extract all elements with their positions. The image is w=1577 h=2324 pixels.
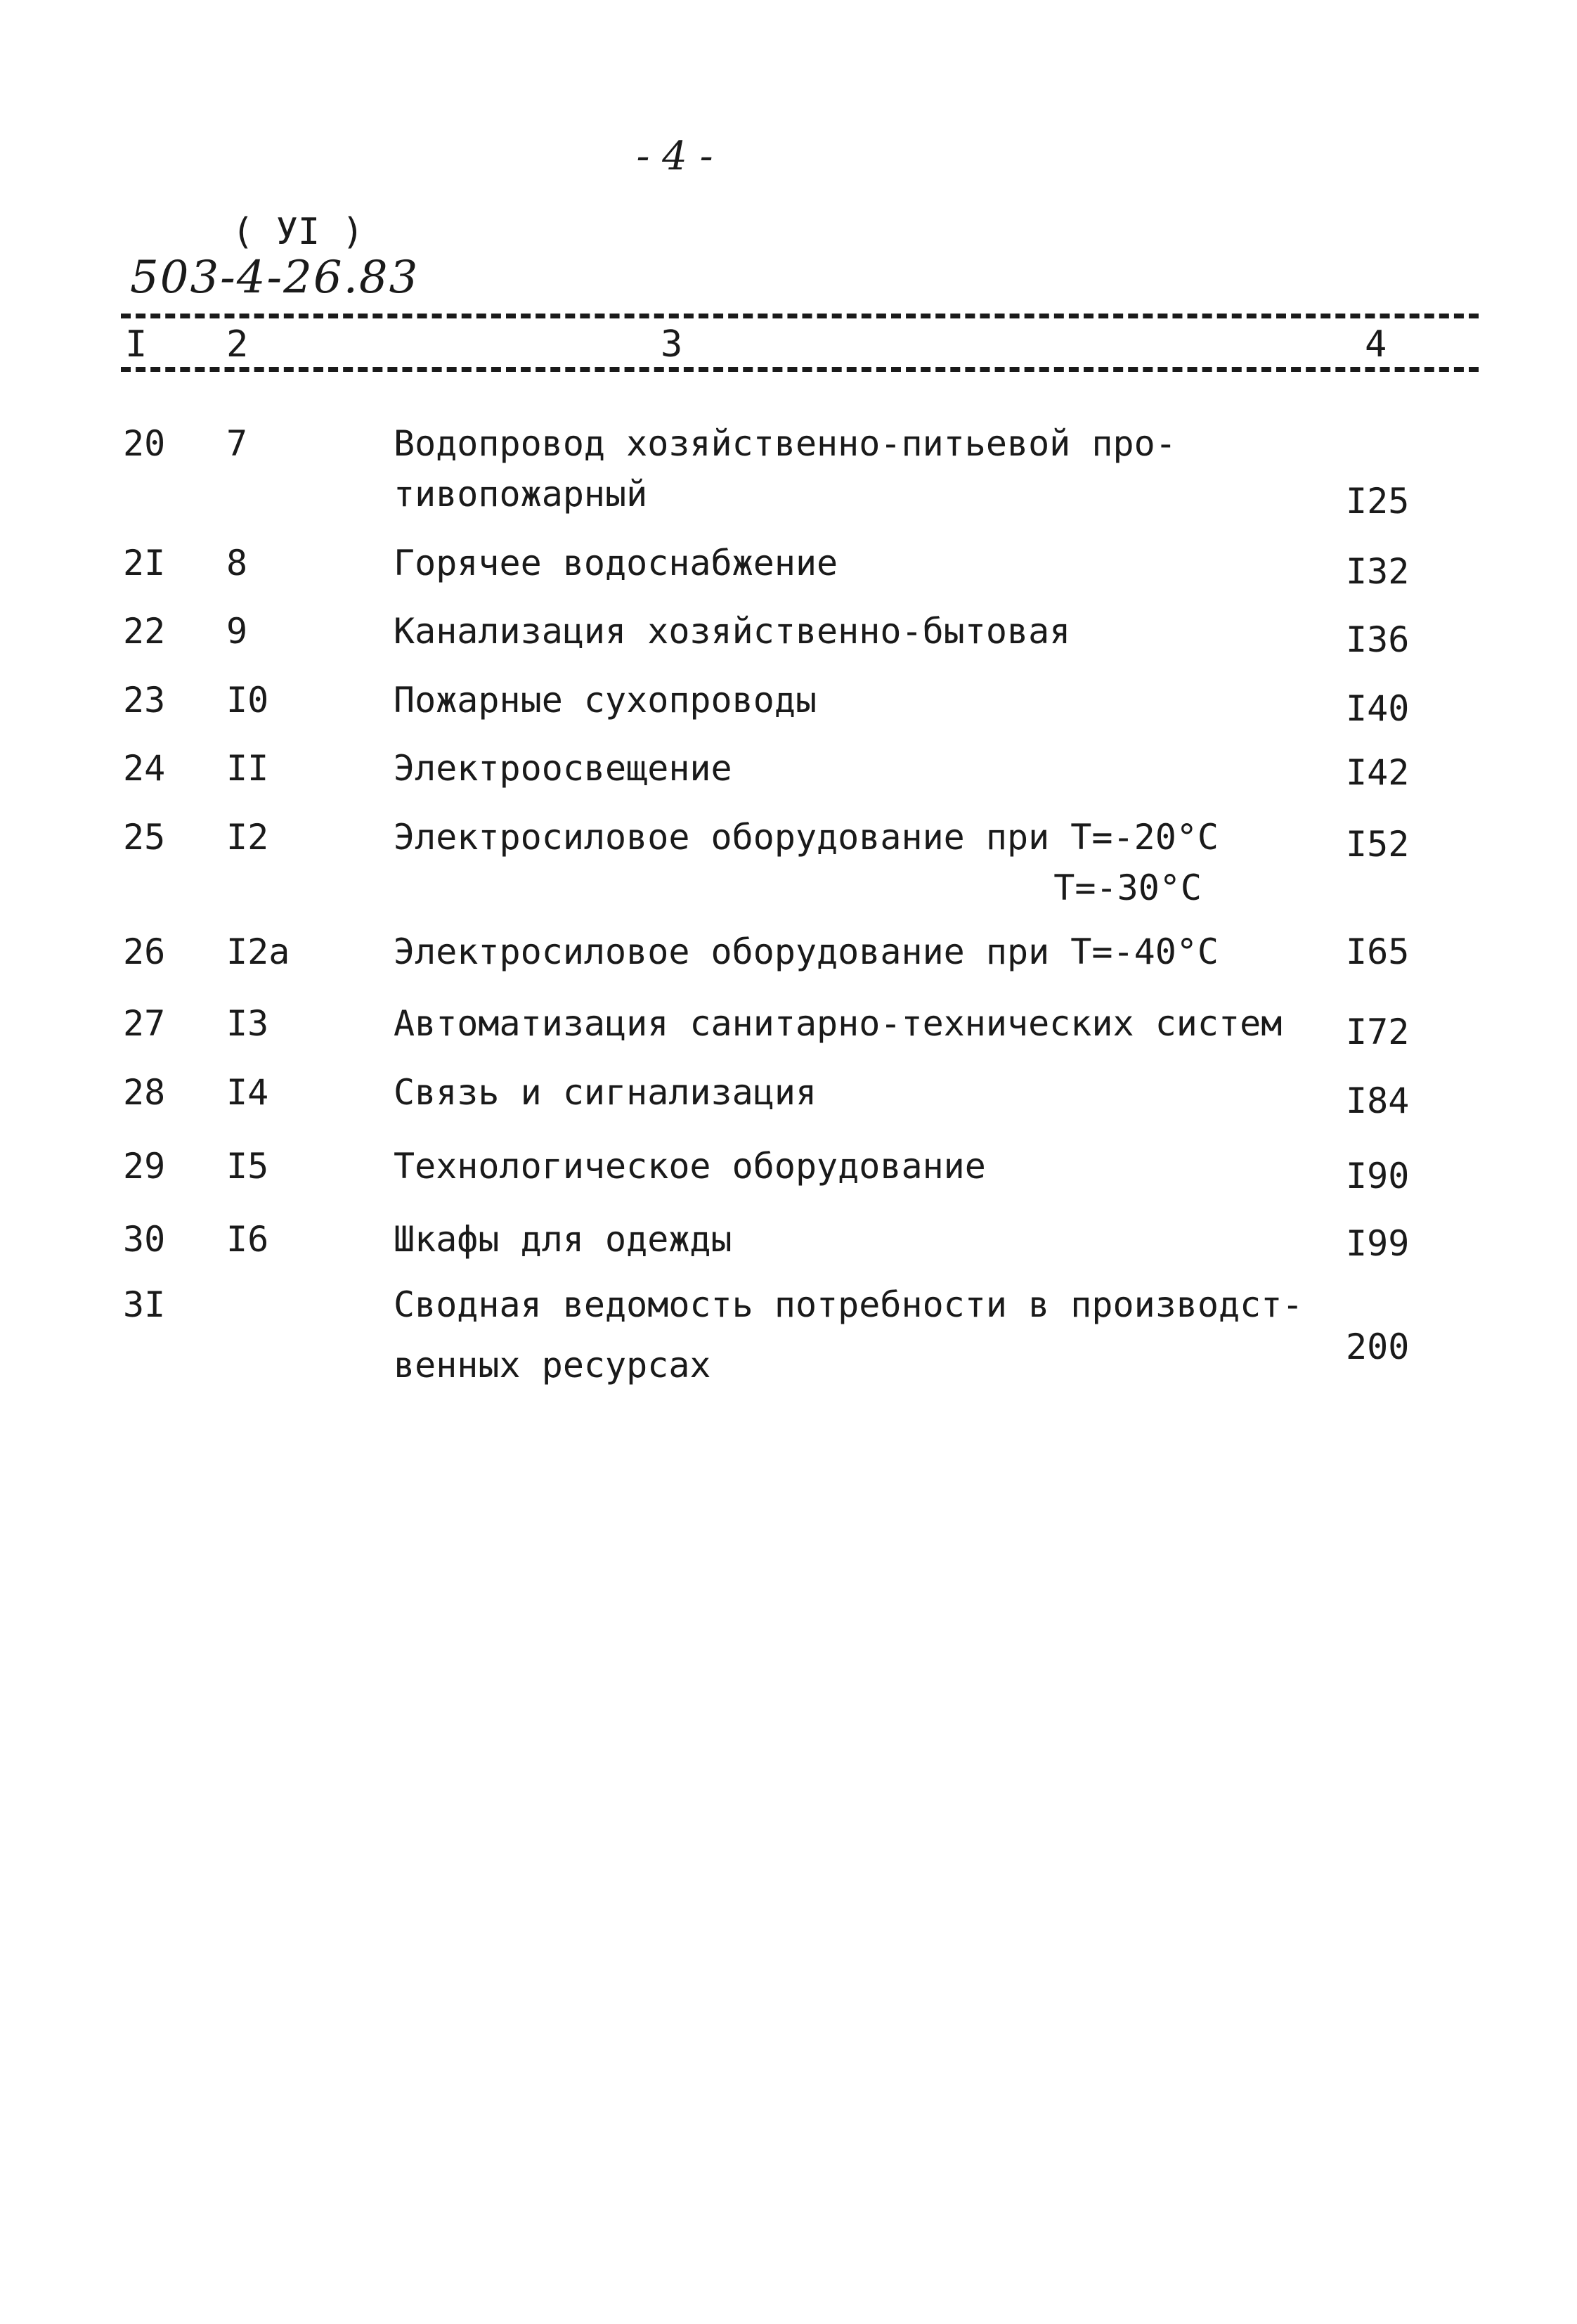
row-section: I5 <box>226 1146 269 1187</box>
row-number: 24 <box>123 748 166 789</box>
row-section: I2 <box>226 817 269 858</box>
row-page: 200 <box>1346 1326 1410 1367</box>
row-section: II <box>226 748 269 789</box>
row-title-line: Шкафы для одежды <box>394 1219 732 1260</box>
row-section: 7 <box>226 423 248 464</box>
row-title <box>394 998 1307 1049</box>
row-section: 8 <box>226 543 248 583</box>
section-code: ( УI ) <box>232 211 364 253</box>
row-title-line: Канализация хозяйственно-бытовая <box>394 611 1071 652</box>
column-header-3: 3 <box>661 323 683 366</box>
row-number: 29 <box>123 1146 166 1187</box>
row-title-line: Электроосвещение <box>394 748 732 789</box>
document-code: 503-4-26.83 <box>130 252 420 304</box>
row-page: I25 <box>1346 481 1410 522</box>
row-page: I84 <box>1346 1080 1410 1121</box>
row-page: I52 <box>1346 824 1410 865</box>
column-header-4: 4 <box>1365 323 1387 366</box>
row-title-line: Технологическое оборудование <box>394 1146 986 1187</box>
row-section: 9 <box>226 611 248 652</box>
header-divider-top <box>121 314 1479 318</box>
column-header-2: 2 <box>226 323 249 366</box>
row-title <box>394 1279 1307 1390</box>
header-divider-bottom <box>121 367 1479 372</box>
row-title <box>394 675 1307 725</box>
row-section: I4 <box>226 1072 269 1113</box>
row-title-line: Водопровод хозяйственно-питьевой про- <box>394 423 1176 464</box>
row-number: 23 <box>123 680 166 721</box>
row-number: 22 <box>123 611 166 652</box>
row-page: I65 <box>1346 931 1410 972</box>
row-title-line: венных ресурсах <box>394 1345 711 1386</box>
row-number: 20 <box>123 423 166 464</box>
row-title-line: Горячее водоснабжение <box>394 543 838 583</box>
row-number: 27 <box>123 1003 166 1044</box>
row-page: I72 <box>1346 1012 1410 1052</box>
row-page: I99 <box>1346 1223 1410 1264</box>
row-title <box>394 927 1307 977</box>
row-title <box>394 1141 1307 1192</box>
row-number: 26 <box>123 931 166 972</box>
row-page: I90 <box>1346 1156 1410 1196</box>
row-title-line: Т=-30°С <box>1053 867 1202 908</box>
row-number: 2I <box>123 543 166 583</box>
row-title-line: Пожарные сухопроводы <box>394 680 817 721</box>
row-number: 25 <box>123 817 166 858</box>
row-number: 3I <box>123 1284 166 1325</box>
row-section: I6 <box>226 1219 269 1260</box>
row-section: I2a <box>226 931 290 972</box>
row-title-line: Связь и сигнализация <box>394 1072 817 1113</box>
row-title-line: Электросиловое оборудование при Т=-40°С <box>394 931 1219 972</box>
row-title-line: тивопожарный <box>394 474 648 515</box>
column-header-1: I <box>125 323 148 366</box>
row-page: I32 <box>1346 551 1410 592</box>
row-section: I0 <box>226 680 269 721</box>
row-title <box>394 606 1307 657</box>
row-number: 28 <box>123 1072 166 1113</box>
row-title <box>394 538 1307 588</box>
row-title <box>394 1067 1307 1118</box>
row-title <box>394 418 1307 519</box>
row-title <box>394 743 1307 794</box>
row-title <box>394 1214 1307 1265</box>
row-title-line: Автоматизация санитарно-технических систем <box>394 1003 1283 1044</box>
row-title-line: Электросиловое оборудование при Т=-20°С <box>394 817 1219 858</box>
row-title <box>394 812 1307 913</box>
row-section: I3 <box>226 1003 269 1044</box>
row-title-line: Сводная ведомость потребности в производст- <box>394 1284 1304 1325</box>
row-number: 30 <box>123 1219 166 1260</box>
row-page: I42 <box>1346 752 1410 793</box>
page-number: - 4 - <box>636 134 713 179</box>
row-page: I36 <box>1346 619 1410 660</box>
row-page: I40 <box>1346 688 1410 729</box>
